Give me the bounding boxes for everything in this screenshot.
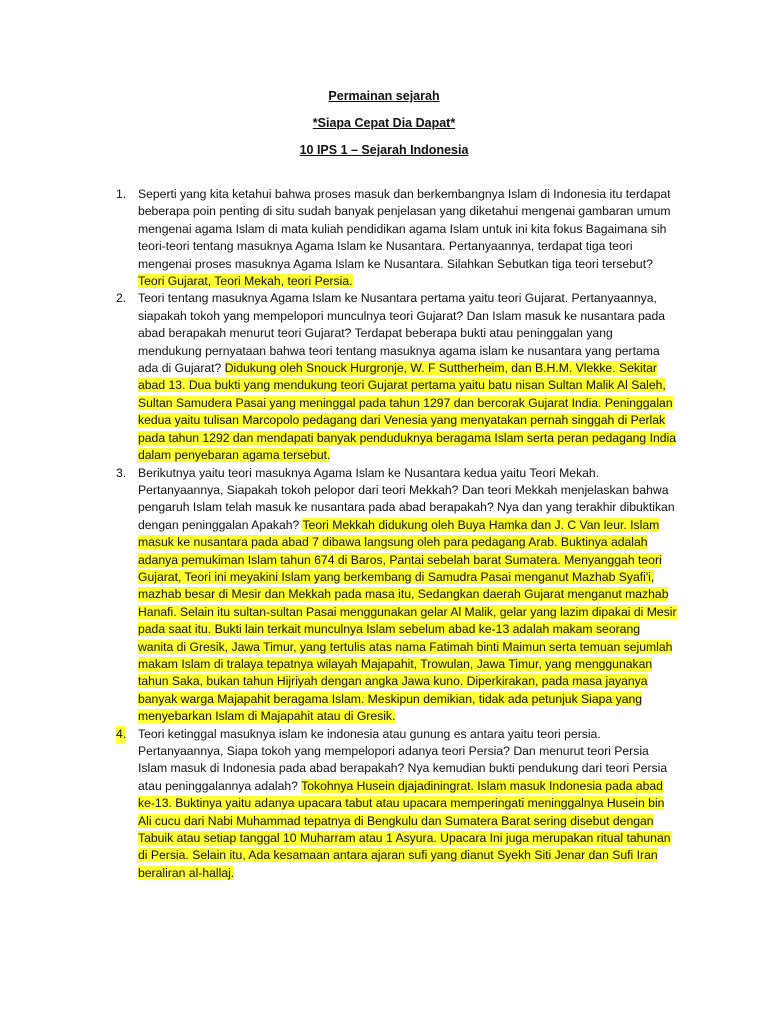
question-list	[116, 186, 678, 882]
question-number: 3.	[116, 465, 127, 480]
question-item-3	[116, 465, 678, 726]
question-item-4	[116, 726, 678, 883]
document-subtitle: *Siapa Cepat Dia Dapat*	[312, 116, 456, 130]
question-text: Teori ketinggal masuknya islam ke indonesia atau gunung es antara yaitu teori persia. Pertanyaannya, Siapa tokoh yang mempelopori adanya teori Persia? Dan menurut teori Persia Islam masuk di Indonesia pada abad berapakah? Nya kemudian bukti pendukung dari teori Persia atau peninggalannya adalah?	[138, 726, 668, 793]
question-item-2	[116, 290, 678, 464]
class-info: 10 IPS 1 – Sejarah Indonesia	[299, 143, 469, 157]
question-text: Teori tentang masuknya Agama Islam ke Nusantara pertama yaitu teori Gujarat. Pertanyaannya, siapakah tokoh yang mempelopori munculnya teori Gujarat? Dan Islam masuk ke nusantara pada abad berapakah menurut teori Gujarat? Terdapat beberapa bukti atau peninggalan yang mendukung pernyataan bahwa teori tentang masuknya agama islam ke nusantara yang pertama ada di Gujarat?	[138, 291, 666, 376]
answer-highlight: Teori Mekkah didukung oleh Buya Hamka dan J. C Van leur. Islam masuk ke nusantara pada abad 7 dibawa langsung oleh para pedagang Arab. Buktinya adalah adanya pemukiman Islam tahun 674 di Baros, Pantai sebelah barat Sumatera. Menyanggah teori Gujarat, Teori ini meyakini Islam yang berkembang di Samudra Pasai menganut Mazhab Syafi'i, mazhab besar di Mesir dan Mekkah pada masa itu, Sedangkan daerah Gujarat menganut mazhab Hanafi. Selain itu sultan-sultan Pasai menggunakan gelar Al Malik, gelar yang lazim dipakai di Mesir pada saat itu. Bukti lain terkait munculnya Islam sebelum abad ke-13 adalah makam seorang wanita di Gresik, Jawa Timur, yang tertulis atas nama Fatimah binti Maimun serta temuan sejumlah makam Islam di tralaya tepatnya wilayah Majapahit, Trowulan, Jawa Timur, yang menggunakan tahun Saka, bukan tahun Hijriyah dengan angka Jawa kuno. Diperkirakan, pada masa jayanya banyak warga Majapahit beragama Islam. Meskipun demikian, tidak ada petunjuk Siapa yang menyebarkan Islam di Majapahit atau di Gresik.	[138, 517, 677, 724]
question-text: Seperti yang kita ketahui bahwa proses masuk dan berkembangnya Islam di Indonesia itu terdapat beberapa poin penting di situ sudah banyak penjelasan yang diketahui mengenai gambaran umum mengenai agama Islam di mata kuliah pendidikan agama Islam untuk ini kita fokus Bagaimana sih teori-teori tentang masuknya Agama Islam ke Nusantara. Pertanyaannya, terdapat tiga teori mengenai proses masuknya Agama Islam ke Nusantara. Silahkan Sebutkan tiga teori tersebut?	[138, 187, 671, 271]
question-number: 1.	[116, 187, 127, 201]
answer-highlight: Tokohnya Husein djajadiningrat. Islam masuk Indonesia pada abad ke-13. Buktinya yaitu adanya upacara tabut atau upacara memperingati meninggalnya Husein bin Ali cucu dari Nabi Muhammad tepatnya di Bengkulu dan Sumatera Barat sering disebut dengan Tabuik atau setiap tanggal 10 Muharram atau 1 Asyura. Upacara Ini juga merupakan ritual tahunan di Persia. Selain itu, Ada kesamaan antara ajaran sufi yang dianut Syekh Siti Jenar dan Sufi Iran beraliran al-hallaj.	[138, 778, 671, 880]
question-number: 2.	[116, 291, 127, 306]
question-item-1	[116, 186, 678, 290]
question-text: Berikutnya yaitu teori masuknya Agama Islam ke Nusantara kedua yaitu Teori Mekah. Pertanyaannya, Siapakah tokoh pelopor dari teori Mekkah? Dan teori Mekkah menjelaskan bahwa pengaruh Islam telah masuk ke nusantara pada abad berapakah? Nya dan yang terakhir dibuktikan dengan peninggalan Apakah?	[138, 465, 675, 532]
document-title: Permainan sejarah	[328, 89, 440, 103]
answer-highlight: Teori Gujarat, Teori Mekah, teori Persia.	[138, 274, 353, 289]
question-number-highlighted: 4.	[116, 726, 126, 743]
answer-highlight: Didukung oleh Snouck Hurgronje, W. F Suttherheim, dan B.H.M. Vlekke. Sekitar abad 13. Dua bukti yang mendukung teori Gujarat pertama yaitu batu nisan Sultan Malik Al Saleh, Sultan Samudera Pasai yang meninggal pada tahun 1297 dan bercorak Gujarat India. Peninggalan kedua yaitu tulisan Marcopolo pedagang dari Venesia yang menyatakan pernah singgah di Perlak pada tahun 1292 dan mendapati banyak penduduknya beragama Islam serta peran pedagang India dalam penyebaran agama tersebut.	[138, 361, 677, 463]
